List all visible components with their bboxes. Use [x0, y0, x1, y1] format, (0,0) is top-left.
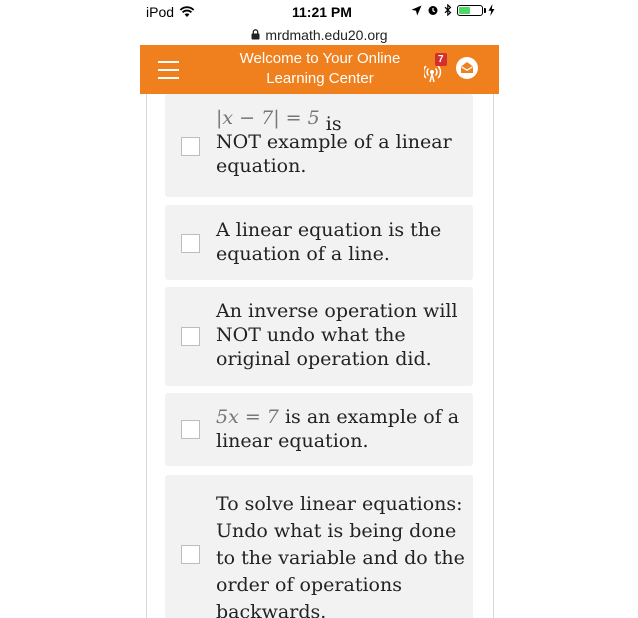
broadcast-icon [424, 63, 446, 85]
messages-button[interactable] [456, 57, 478, 79]
option-line-5-2: Undo what is being done [216, 520, 457, 542]
option-line-5-5: backwards. [216, 601, 327, 618]
option-math-4: 5x = 7 [216, 406, 279, 428]
option-line-5-3: to the variable and do the [216, 547, 465, 569]
status-carrier-group [146, 4, 195, 20]
option-card-4[interactable] [165, 393, 473, 466]
option-line-3-1: An inverse operation will [216, 300, 458, 322]
option-line-1-2: NOT example of a linear [216, 131, 452, 153]
option-card-2[interactable] [165, 205, 473, 280]
option-suffix-4: is an example of a [284, 406, 460, 428]
option-math-1: |x − 7| = 5 [216, 107, 320, 129]
option-card-3[interactable] [165, 287, 473, 386]
notification-count-badge: 7 [435, 53, 447, 66]
bluetooth-icon [444, 4, 452, 16]
site-header [140, 45, 499, 94]
option-checkbox-1[interactable] [181, 137, 200, 156]
wifi-icon [179, 6, 195, 18]
url-bar[interactable] [140, 24, 499, 45]
option-line-2-1: A linear equation is the [216, 219, 442, 241]
option-card-1[interactable] [165, 94, 473, 197]
option-suffix-1: is [325, 113, 342, 135]
battery-level-fill [459, 7, 470, 14]
option-line-3-2: NOT undo what the [216, 324, 406, 346]
header-title-line1: Welcome to Your Online [239, 50, 401, 67]
option-line-3-3: original operation did. [216, 348, 432, 370]
notifications-button[interactable] [424, 53, 450, 83]
option-text-4 [216, 405, 466, 453]
option-checkbox-4[interactable] [181, 420, 200, 439]
option-line-2-2: equation of a line. [216, 243, 390, 265]
envelope-icon [456, 57, 478, 79]
option-line-5-4: order of operations [216, 574, 402, 596]
url-text: mrdmath.edu20.org [265, 26, 388, 43]
battery-icon [457, 5, 483, 16]
option-text-3 [216, 299, 466, 371]
menu-icon[interactable] [158, 61, 179, 78]
option-text-5 [216, 491, 466, 618]
option-line-1-3: equation. [216, 155, 307, 177]
option-text-2 [216, 218, 466, 266]
option-checkbox-2[interactable] [181, 234, 200, 253]
alarm-icon [427, 4, 439, 16]
header-title-line2: Learning Center [266, 70, 374, 87]
charging-icon [488, 4, 495, 16]
header-title [220, 49, 420, 89]
option-card-5[interactable] [165, 475, 473, 618]
status-bar [140, 0, 499, 24]
carrier-label: iPod [146, 4, 175, 20]
status-right-group [411, 4, 495, 16]
option-line-4-2: linear equation. [216, 430, 369, 452]
option-text-1 [216, 106, 466, 178]
location-arrow-icon [411, 5, 422, 16]
option-checkbox-5[interactable] [181, 545, 200, 564]
status-time: 11:21 PM [292, 4, 352, 20]
option-line-5-1: To solve linear equations: [216, 493, 463, 515]
option-checkbox-3[interactable] [181, 327, 200, 346]
lock-icon [251, 29, 260, 40]
quiz-options-list[interactable] [146, 94, 494, 618]
